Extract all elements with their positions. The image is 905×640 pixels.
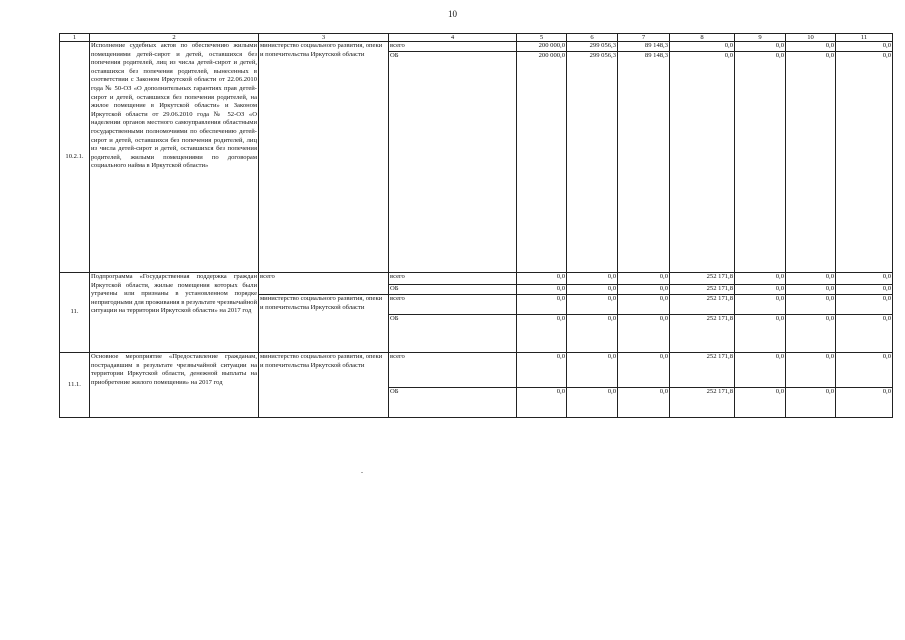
row-executor: министерство социального развития, опеки и попечительства Иркутской области bbox=[259, 42, 389, 273]
value-cell: 0,0 bbox=[567, 353, 618, 388]
row-source: ОБ bbox=[389, 315, 517, 353]
value-cell: 0,0 bbox=[567, 273, 618, 285]
row-source: всего bbox=[389, 295, 517, 315]
value-cell: 252 171,8 bbox=[670, 295, 735, 315]
value-cell: 0,0 bbox=[517, 315, 567, 353]
value-cell: 0,0 bbox=[836, 42, 893, 52]
value-cell: 252 171,8 bbox=[670, 315, 735, 353]
value-cell: 252 171,8 bbox=[670, 285, 735, 295]
value-cell: 89 148,3 bbox=[618, 42, 670, 52]
value-cell: 0,0 bbox=[670, 52, 735, 273]
value-cell: 0,0 bbox=[735, 52, 786, 273]
value-cell: 0,0 bbox=[735, 295, 786, 315]
value-cell: 0,0 bbox=[567, 388, 618, 418]
value-cell: 89 148,3 bbox=[618, 52, 670, 273]
value-cell: 0,0 bbox=[618, 285, 670, 295]
row-code: 11.1. bbox=[60, 353, 90, 418]
value-cell: 0,0 bbox=[735, 388, 786, 418]
row-executor: всего bbox=[259, 273, 389, 295]
table-row bbox=[60, 42, 893, 52]
value-cell: 0,0 bbox=[618, 315, 670, 353]
value-cell: 0,0 bbox=[567, 285, 618, 295]
value-cell: 252 171,8 bbox=[670, 388, 735, 418]
col-header-3: 3 bbox=[259, 34, 389, 42]
row-description: Основное мероприятие «Предоставление гражданам, пострадавшим в результате чрезвычайной ситуации на территории Иркутской области, денежной выплаты на приобретение жилого помещения» на 2017 год bbox=[90, 353, 259, 418]
value-cell: 0,0 bbox=[517, 295, 567, 315]
row-source: всего bbox=[389, 273, 517, 285]
col-header-4: 4 bbox=[389, 34, 517, 42]
row-source: ОБ bbox=[389, 388, 517, 418]
col-header-5: 5 bbox=[517, 34, 567, 42]
value-cell: 252 171,8 bbox=[670, 353, 735, 388]
value-cell: 0,0 bbox=[786, 295, 836, 315]
value-cell: 299 056,3 bbox=[567, 42, 618, 52]
value-cell: 0,0 bbox=[618, 295, 670, 315]
row-description: Исполнение судебных актов по обеспечению жилыми помещениями детей-сирот и детей, оставшихся без попечения родителей, лиц из числа детей-сирот и детей, оставшихся без попечения родителей, вынесенных в соответствии с Законом Иркутской области от 22.06.2010 года № 50-ОЗ «О дополнительных гарантиях прав детей-сирот и детей, оставшихся без попечения родителей, на жилое помещение в Иркутской области» и Законом Иркутской области от 29.06.2010 года № 52-ОЗ «О наделении органов местного самоуправления областными государственными полномочиями по обеспечению детей-сирот и детей, оставшихся без попечения родителей, лиц из числа детей-сирот и детей, оставшихся без попечения родителей, жилыми помещениями по договорам социального найма в Иркутской области» bbox=[90, 42, 259, 273]
value-cell: 0,0 bbox=[836, 315, 893, 353]
row-source: ОБ bbox=[389, 52, 517, 273]
table-row bbox=[60, 353, 893, 388]
page-number: 10 bbox=[448, 9, 457, 19]
value-cell: 0,0 bbox=[836, 388, 893, 418]
row-source: всего bbox=[389, 353, 517, 388]
value-cell: 200 000,0 bbox=[517, 52, 567, 273]
value-cell: 0,0 bbox=[786, 285, 836, 295]
value-cell: 0,0 bbox=[786, 388, 836, 418]
col-header-9: 9 bbox=[735, 34, 786, 42]
col-header-6: 6 bbox=[567, 34, 618, 42]
col-header-10: 10 bbox=[786, 34, 836, 42]
value-cell: 0,0 bbox=[836, 285, 893, 295]
value-cell: 200 000,0 bbox=[517, 42, 567, 52]
table-row bbox=[60, 273, 893, 285]
value-cell: 0,0 bbox=[517, 388, 567, 418]
value-cell: 0,0 bbox=[567, 295, 618, 315]
value-cell: 0,0 bbox=[836, 273, 893, 285]
col-header-2: 2 bbox=[90, 34, 259, 42]
row-source: всего bbox=[389, 42, 517, 52]
value-cell: 0,0 bbox=[517, 285, 567, 295]
value-cell: 0,0 bbox=[670, 42, 735, 52]
value-cell: 252 171,8 bbox=[670, 273, 735, 285]
value-cell: 0,0 bbox=[786, 353, 836, 388]
value-cell: 0,0 bbox=[735, 315, 786, 353]
value-cell: 0,0 bbox=[735, 273, 786, 285]
value-cell: 0,0 bbox=[517, 353, 567, 388]
value-cell: 0,0 bbox=[735, 353, 786, 388]
value-cell: 0,0 bbox=[786, 315, 836, 353]
value-cell: 0,0 bbox=[836, 295, 893, 315]
col-header-8: 8 bbox=[670, 34, 735, 42]
value-cell: 0,0 bbox=[618, 273, 670, 285]
row-source: ОБ bbox=[389, 285, 517, 295]
program-table bbox=[59, 33, 893, 418]
value-cell: 0,0 bbox=[618, 388, 670, 418]
row-executor: министерство социального развития, опеки и попечительства Иркутской области bbox=[259, 353, 389, 418]
value-cell: 0,0 bbox=[567, 315, 618, 353]
value-cell: 0,0 bbox=[786, 42, 836, 52]
value-cell: 0,0 bbox=[735, 42, 786, 52]
value-cell: 0,0 bbox=[786, 52, 836, 273]
row-code: 11. bbox=[60, 273, 90, 353]
row-executor: министерство социального развития, опеки и попечительства Иркутской области bbox=[259, 295, 389, 353]
col-header-1: 1 bbox=[60, 34, 90, 42]
col-header-7: 7 bbox=[618, 34, 670, 42]
row-description: Подпрограмма «Государственная поддержка граждан Иркутской области, жилые помещения которых были утрачены или признаны в установленном порядке непригодными для проживания в результате чрезвычайной ситуации на территории Иркутской области» на 2017 год bbox=[90, 273, 259, 353]
stray-mark: - bbox=[361, 470, 363, 476]
value-cell: 0,0 bbox=[836, 353, 893, 388]
header-row bbox=[60, 34, 893, 42]
col-header-11: 11 bbox=[836, 34, 893, 42]
value-cell: 0,0 bbox=[618, 353, 670, 388]
value-cell: 0,0 bbox=[836, 52, 893, 273]
value-cell: 299 056,3 bbox=[567, 52, 618, 273]
row-code: 10.2.1. bbox=[60, 42, 90, 273]
value-cell: 0,0 bbox=[517, 273, 567, 285]
value-cell: 0,0 bbox=[735, 285, 786, 295]
value-cell: 0,0 bbox=[786, 273, 836, 285]
